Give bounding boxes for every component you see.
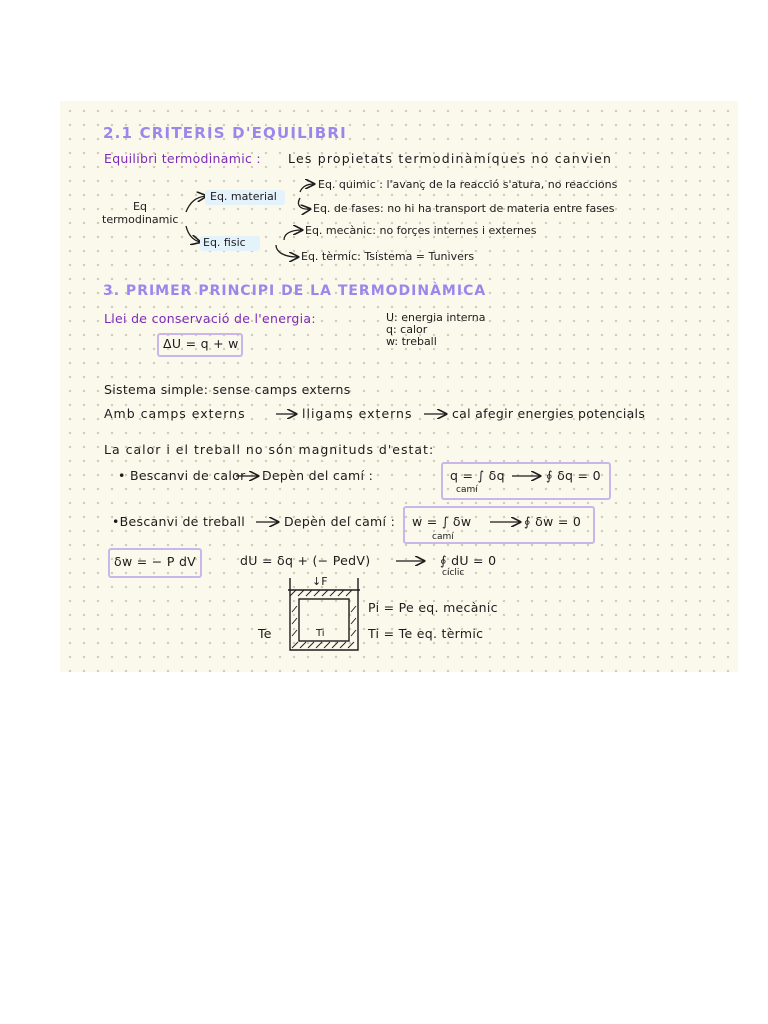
legend-w: w: treball: [386, 335, 437, 348]
arrow-to-fases: [298, 198, 310, 209]
heat-bullet: • Bescanvi de calor: [118, 468, 246, 483]
legend-u: U: energia interna: [386, 311, 486, 324]
arrow-to-termic: [276, 245, 298, 257]
heat-sub: camí: [456, 485, 478, 495]
leaf-fases: Eq. de fases: no hi ha transport de materia entre fases: [313, 202, 615, 215]
line-simple-system: Sistema simple: sense camps externs: [104, 382, 351, 397]
section-3-title: 3. PRIMER PRINCIPI DE LA TERMODINÀMICA: [103, 283, 487, 299]
leaf-termic: Eq. tèrmic: Tsistema = Tunivers: [301, 250, 475, 263]
heat-dep: Depèn del camí :: [262, 468, 374, 483]
line2-b: lligams externs: [302, 406, 413, 421]
line2-c: cal afegir energies potencials: [452, 406, 646, 421]
branch-fisic: Eq. fisic: [203, 236, 246, 249]
root-line-2: termodinamic: [102, 213, 179, 226]
legend-q: q: calor: [386, 323, 428, 336]
formula: ΔU = q + w: [163, 336, 239, 351]
arrow-to-quimic: [300, 184, 314, 192]
line3: La calor i el treball no són magnituds d'estat:: [104, 442, 435, 457]
definition-term: Equilibri termodinamic :: [104, 151, 261, 166]
work-sub: camí: [432, 532, 454, 542]
therm-eq: Ti = Te eq. tèrmic: [368, 626, 484, 641]
law-label: Llei de conservació de l'energia:: [104, 311, 316, 326]
heat-formula-a: q = ∫ δq: [450, 468, 505, 483]
mech-eq: Pi = Pe eq. mecànic: [368, 600, 498, 615]
branch-material: Eq. material: [210, 190, 277, 203]
work-dep: Depèn del camí :: [284, 514, 396, 529]
arrow-to-fisic: [186, 226, 200, 242]
work-bullet: •Bescanvi de treball: [112, 514, 246, 529]
heat-formula-b: ∮ δq = 0: [546, 468, 601, 483]
dU-formula: dU = δq + (− PedV): [240, 553, 371, 568]
leaf-mecanic: Eq. mecànic: no forçes internes i externes: [305, 224, 537, 237]
cyclic-formula: ∮ dU = 0: [440, 553, 497, 568]
work-formula-b: ∮ δw = 0: [524, 514, 582, 529]
arrow-to-mecanic: [284, 230, 302, 240]
system-diagram: [288, 578, 360, 650]
force-label: ↓F: [312, 575, 328, 588]
cyclic-sub: cíclic: [442, 568, 465, 578]
dw-formula: δw = − P dV: [114, 554, 197, 569]
line2-a: Amb camps externs: [104, 406, 246, 421]
arrow-to-material: [186, 196, 206, 212]
leaf-quimic: Eq. quimic : l'avanç de la reacció s'atura, no reaccions: [318, 178, 618, 191]
section-21-title: 2.1 CRITERIS D'EQUILIBRI: [103, 124, 347, 142]
definition-text: Les propietats termodinàmiques no canvien: [288, 151, 613, 166]
work-formula-a: w = ∫ δw: [412, 514, 472, 529]
te-label: Te: [258, 626, 272, 641]
ti-label: Ti: [316, 628, 325, 639]
root-line-1: Eq: [133, 200, 147, 213]
